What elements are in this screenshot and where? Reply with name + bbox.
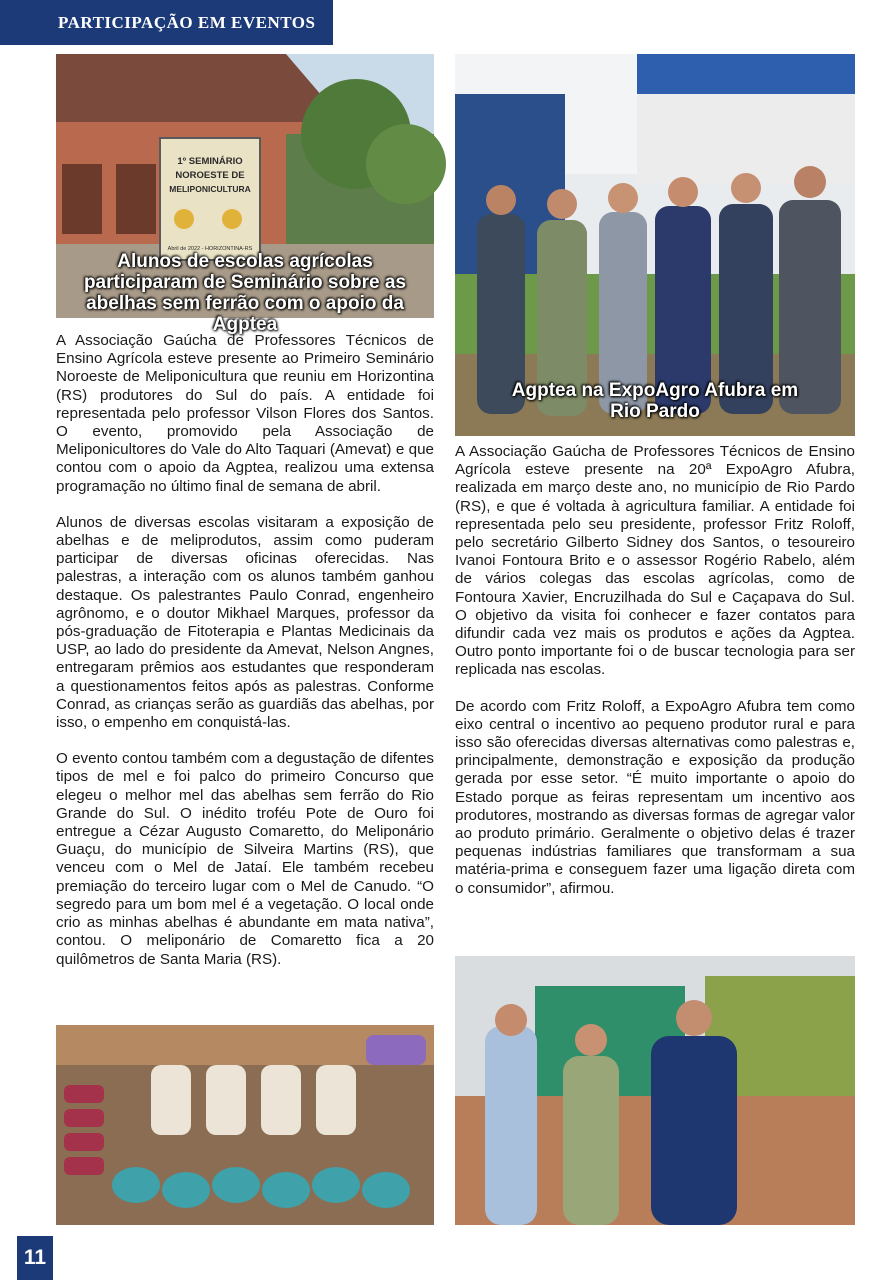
expoagro-group-photo (455, 54, 855, 436)
section-title: PARTICIPAÇÃO EM EVENTOS (0, 0, 333, 45)
banner-line-1: 1º SEMINÁRIO (177, 156, 243, 167)
right-article (455, 443, 855, 916)
banner-footer: Abril de 2022 - HORIZONTINA-RS (167, 246, 253, 252)
seminar-photo (56, 54, 434, 335)
banner-line-2: NOROESTE DE (175, 170, 245, 181)
banner-line-3: MELIPONICULTURA (169, 184, 251, 194)
right-paragraph-2: De acordo com Fritz Roloff, a ExpoAgro Afubra tem como eixo central o incentivo ao pequeno produtor rural e para isso são oferecidas diversas alternativas como palestras e, principalmente, demonstração e exposição da produção gerada por esse setor. “É muito importante o apoio do Estado porque as feiras representam um incentivo aos produtores, mostrando as diversas formas de agregar valor ao produto primário. Geralmente o objetivo delas é trazer pequenas indústrias familiares que transformam a sua matéria-prima e conseguem fazer uma ligação direta com o consumidor”, afirmou. (455, 697, 855, 897)
left-article (56, 332, 434, 987)
expoagro-fair-photo (455, 956, 855, 1225)
expoagro-photo-caption: Agptea na ExpoAgro Afubra em Rio Pardo (511, 380, 799, 422)
left-paragraph-2: Alunos de diversas escolas visitaram a exposição de abelhas e de meliprodutos, assim como puderam participar de diversas oficinas oferecidas. Nas palestras, a interação com os alunos também ganhou destaque. Os palestrantes Paulo Conrad, engenheiro agrônomo, e o doutor Mikhael Marques, professor da pós-graduação de Fitoterapia e Plantas Medicinais da USP, ao lado do presidente da Amevat, Nelson Angnes, entregaram prêmios aos estudantes que responderam a questionamentos feitos após as palestras. Conforme Conrad, as crianças serão as guardiãs das abelhas, por isso, o empenho em conquistá-las. (56, 513, 434, 732)
left-paragraph-3: O evento contou também com a degustação de difentes tipos de mel e foi palco do primeiro Concurso que elegeu o melhor mel das abelhas sem ferrão do Rio Grande do Sul. O inédito troféu Pote de Ouro foi entregue a Cézar Augusto Comaretto, do Meliponário Guaçu, do município de Silveira Martins (RS), que venceu com o Mel de Jataí. Ele também recebeu premiação do terceiro lugar com o Mel de Canudo. “O segredo para um bom mel é a vegetação. O local onde crio as minhas abelhas é abundante em mata nativa”, contou. O meliponário de Comaretto fica a 20 quilômetros de Santa Maria (RS). (56, 750, 434, 968)
left-paragraph-1: A Associação Gaúcha de Professores Técnicos de Ensino Agrícola esteve presente ao Primeiro Seminário Noroeste de Meliponicultura que reuniu em Horizontina (RS) produtores do Sul do país. A entidade foi representada pelo professor Vilson Flores dos Santos. O evento, promovido pela Associação de Meliponicultores do Vale do Alto Taquari (Amevat) e que contou com o apoio da Agptea, realizou uma extensa programação no último final de semana de abril. (56, 332, 434, 495)
seminar-photo-caption: Alunos de escolas agrícolas participaram de Seminário sobre as abelhas sem ferrão com o apoio da Agptea (83, 251, 407, 335)
honey-products-photo (56, 1025, 434, 1225)
right-paragraph-1: A Associação Gaúcha de Professores Técnicos de Ensino Agrícola esteve presente na 20ª ExpoAgro Afubra, realizada em março deste ano, no município de Rio Pardo (RS), e que é voltada à agricultura familiar. A entidade foi representada pelo seu presidente, professor Fritz Roloff, pelo secretário Gilberto Sidney dos Santos, o tesoureiro Ivanoi Fontoura Brito e o assessor Rogério Rabelo, além de vários colegas das escolas agrícolas, como de Fontoura Xavier, Encruzilhada do Sul e Caçapava do Sul. O objetivo da visita foi conhecer e fazer contatos para difundir cada vez mais os produtos e ações da Agptea. Outro ponto importante foi o de buscar tecnologia para ser replicada nas escolas. (455, 443, 855, 679)
page-number: 11 (17, 1236, 53, 1280)
